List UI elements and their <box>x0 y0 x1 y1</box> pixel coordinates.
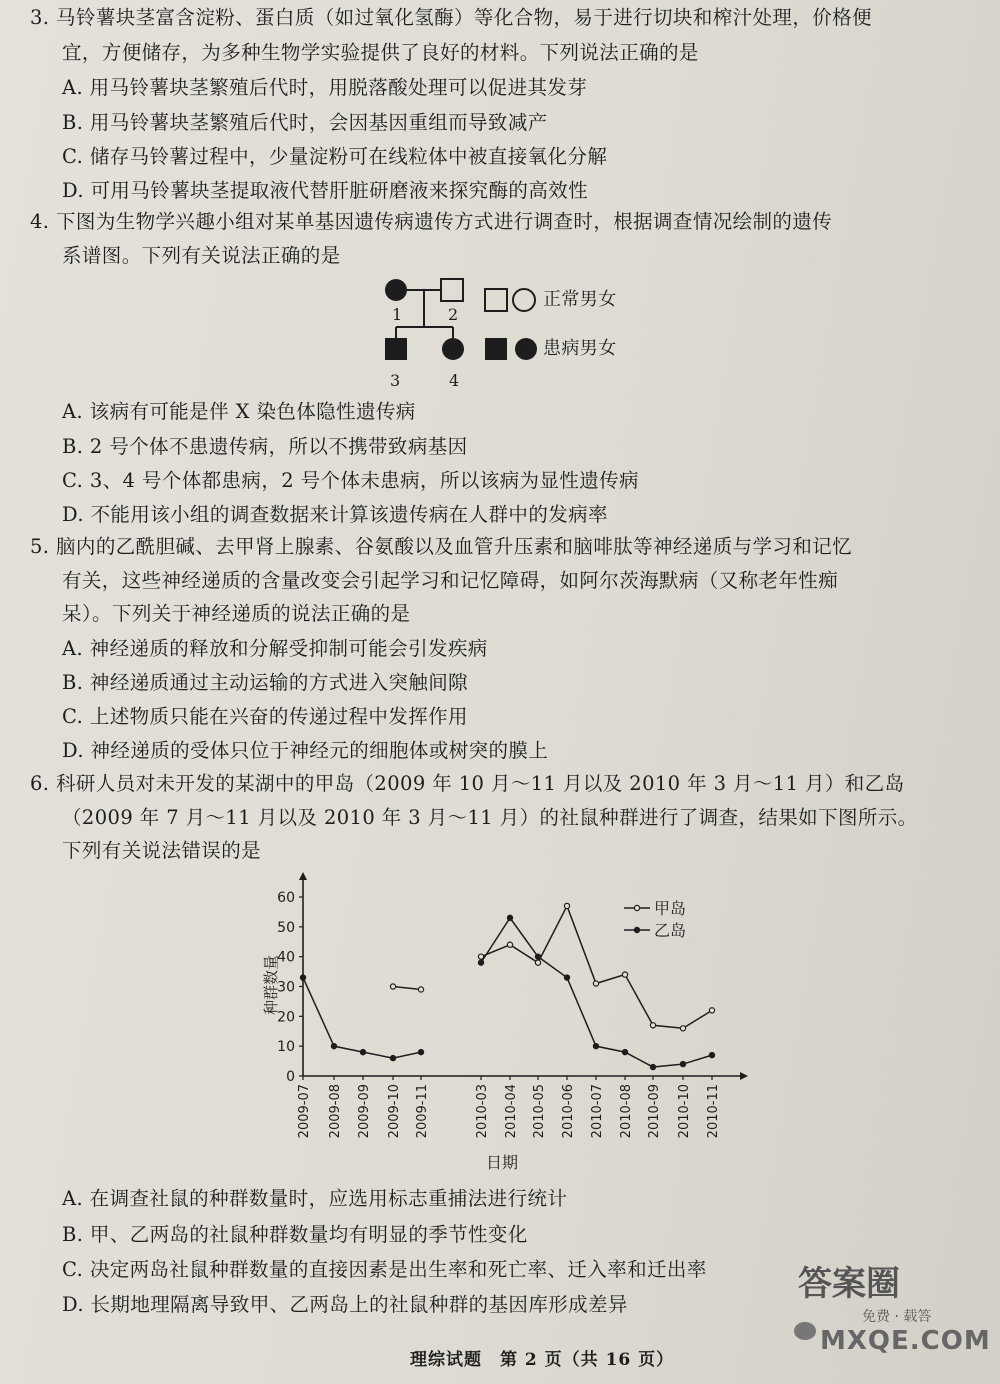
x-tick-label: 2009-10 <box>387 1084 402 1139</box>
y-tick-label: 30 <box>277 979 295 996</box>
q5-option-c: C. 上述物质只能在兴奋的传递过程中发挥作用 <box>62 705 468 728</box>
series-line-jia <box>393 987 421 990</box>
q3-number: 3. <box>30 6 50 29</box>
x-tick-label: 2009-11 <box>415 1084 430 1139</box>
data-point-yi <box>709 1053 714 1058</box>
q4-number: 4. <box>30 210 50 233</box>
q5-option-a: A. 神经递质的释放和分解受抑制可能会引发疾病 <box>62 637 488 660</box>
q3-stem-text1: 马铃薯块茎富含淀粉、蛋白质（如过氧化氢酶）等化合物，易于进行切块和榨汁处理，价格便 <box>56 6 872 29</box>
q3-option-b: B. 用马铃薯块茎繁殖后代时，会因基因重组而导致减产 <box>62 111 548 134</box>
q3-option-d: D. 可用马铃薯块茎提取液代替肝脏研磨液来探究酶的高效性 <box>62 179 589 202</box>
x-tick-label: 2009-07 <box>297 1084 312 1139</box>
y-tick-label: 50 <box>277 919 295 936</box>
pedigree-label-1: 1 <box>392 305 403 324</box>
watermark-title: 答案圈 <box>798 1264 900 1304</box>
data-point-jia <box>650 1023 655 1028</box>
data-point-yi <box>331 1044 336 1049</box>
data-point-yi <box>535 954 540 959</box>
q4-option-c: C. 3、4 号个体都患病，2 号个体未患病，所以该病为显性遗传病 <box>62 469 639 492</box>
data-point-jia <box>564 903 569 908</box>
x-tick-label: 2010-03 <box>475 1084 490 1139</box>
wechat-icon <box>794 1322 816 1340</box>
y-tick-label: 40 <box>277 949 295 966</box>
q6-number: 6. <box>30 772 50 795</box>
q4-stem-line2: 系谱图。下列有关说法正确的是 <box>62 244 341 267</box>
q3-option-a: A. 用马铃薯块茎繁殖后代时，用脱落酸处理可以促进其发芽 <box>62 76 588 99</box>
q4-option-b: B. 2 号个体不患遗传病，所以不携带致病基因 <box>62 435 468 458</box>
data-point-yi <box>478 960 483 965</box>
data-point-yi <box>564 975 569 980</box>
q5-number: 5. <box>30 535 50 558</box>
y-tick-label: 0 <box>286 1069 295 1085</box>
data-point-jia <box>507 942 512 947</box>
data-point-yi <box>390 1056 395 1061</box>
x-axis-arrow <box>740 1072 748 1080</box>
watermark-sub: 免费 · 载答 <box>862 1309 932 1325</box>
q5-option-b: B. 神经递质通过主动运输的方式进入突触间隙 <box>62 671 469 694</box>
data-point-yi <box>300 975 305 980</box>
q6-option-d: D. 长期地理隔离导致甲、乙两岛上的社鼠种群的基因库形成差异 <box>62 1293 628 1316</box>
watermark <box>780 1254 991 1364</box>
data-point-jia <box>390 984 395 989</box>
q6-option-b: B. 甲、乙两岛的社鼠种群数量均有明显的季节性变化 <box>62 1223 528 1246</box>
x-tick-label: 2009-08 <box>328 1084 343 1139</box>
q4-stem-text1: 下图为生物学兴趣小组对某单基因遗传病遗传方式进行调查时，根据调查情况绘制的遗传 <box>56 210 833 233</box>
q4-option-d: D. 不能用该小组的调查数据来计算该遗传病在人群中的发病率 <box>62 503 608 526</box>
q6-option-a: A. 在调查社鼠的种群数量时，应选用标志重捕法进行统计 <box>62 1187 568 1210</box>
q3-stem-line2: 宜，方便储存，为多种生物学实验提供了良好的材料。下列说法正确的是 <box>62 41 699 64</box>
data-point-yi <box>622 1050 627 1055</box>
pedigree-label-4: 4 <box>449 371 460 390</box>
y-tick-label: 20 <box>277 1009 295 1026</box>
legend-normal-label: 正常男女 <box>543 289 617 310</box>
q6-stem-text1: 科研人员对未开发的某湖中的甲岛（2009 年 10 月～11 月以及 2010 年 3 月～11 月）和乙岛 <box>56 772 905 795</box>
legend-marker <box>634 905 639 910</box>
q6-option-c: C. 决定两岛社鼠种群数量的直接因素是出生率和死亡率、迁入率和迁出率 <box>62 1258 707 1281</box>
y-axis-arrow <box>299 872 307 880</box>
pedigree-label-2: 2 <box>448 305 459 324</box>
q6-stem-line2: （2009 年 7 月～11 月以及 2010 年 3 月～11 月）的社鼠种群进行了调查，结果如下图所示。 <box>62 806 918 829</box>
legend-label: 乙岛 <box>654 921 687 940</box>
q5-option-d: D. 神经递质的受体只位于神经元的细胞体或树突的膜上 <box>62 739 549 762</box>
q5-stem-line3: 呆）。下列关于神经递质的说法正确的是 <box>62 602 411 625</box>
data-point-yi <box>650 1064 655 1069</box>
y-axis-label: 种群数量 <box>262 954 280 1016</box>
data-point-jia <box>418 987 423 992</box>
legend-affected-label: 患病男女 <box>543 338 617 359</box>
y-tick-label: 60 <box>277 890 295 906</box>
data-point-jia <box>622 972 627 977</box>
data-point-yi <box>418 1050 423 1055</box>
x-tick-label: 2010-05 <box>532 1084 547 1139</box>
y-tick-label: 10 <box>277 1039 295 1056</box>
x-tick-label: 2010-04 <box>504 1084 519 1139</box>
page-footer: 理综试题 第 2 页（共 16 页） <box>410 1350 675 1370</box>
legend-label: 甲岛 <box>654 899 687 918</box>
q3-option-c: C. 储存马铃薯过程中，少量淀粉可在线粒体中被直接氧化分解 <box>62 145 608 168</box>
data-point-yi <box>680 1061 685 1066</box>
legend-marker <box>634 927 639 932</box>
series-line-yi <box>303 978 421 1059</box>
q6-stem-line3: 下列有关说法错误的是 <box>62 839 262 862</box>
q5-stem-line2: 有关，这些神经递质的含量改变会引起学习和记忆障碍，如阿尔茨海默病（又称老年性痴 <box>62 569 839 592</box>
data-point-jia <box>535 960 540 965</box>
q5-stem-text1: 脑内的乙酰胆碱、去甲肾上腺素、谷氨酸以及血管升压素和脑啡肽等神经递质与学习和记忆 <box>56 535 853 558</box>
x-axis-label: 日期 <box>485 1153 519 1172</box>
x-tick-label: 2009-09 <box>357 1084 372 1139</box>
data-point-yi <box>360 1050 365 1055</box>
data-point-jia <box>680 1026 685 1031</box>
data-point-yi <box>593 1044 598 1049</box>
watermark-url: MXQE.COM <box>820 1326 991 1356</box>
x-tick-label: 2010-10 <box>677 1084 692 1139</box>
data-point-jia <box>709 1008 714 1013</box>
x-tick-label: 2010-11 <box>706 1084 721 1139</box>
x-tick-label: 2010-09 <box>647 1084 662 1139</box>
x-tick-label: 2010-06 <box>561 1084 576 1139</box>
q4-option-a: A. 该病有可能是伴 X 染色体隐性遗传病 <box>62 400 416 423</box>
pedigree-label-3: 3 <box>390 371 401 390</box>
data-point-jia <box>593 981 598 986</box>
data-point-yi <box>507 915 512 920</box>
x-tick-label: 2010-08 <box>619 1084 634 1139</box>
x-tick-label: 2010-07 <box>590 1084 605 1139</box>
